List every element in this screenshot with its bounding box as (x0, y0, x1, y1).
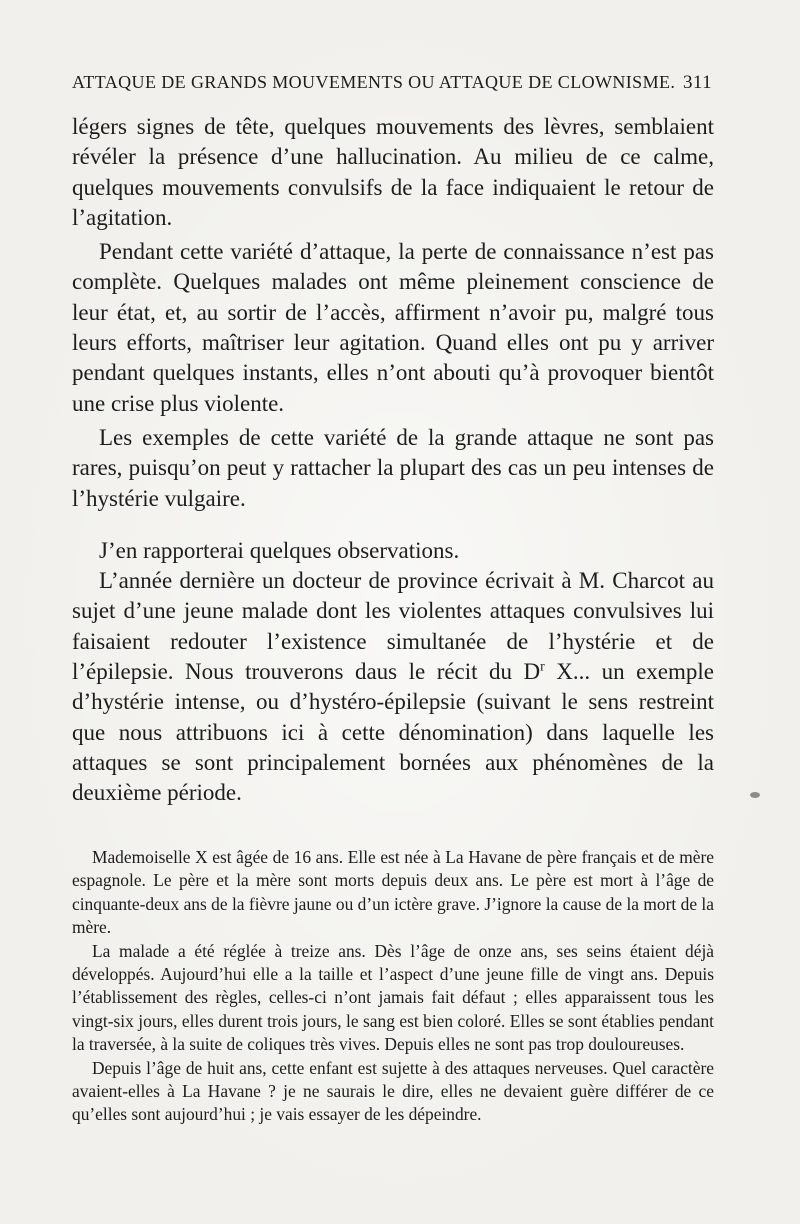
main-text (72, 112, 714, 809)
paragraph-loss-of-consciousness: Pendant cette variété d’attaque, la perte de connaissance n’est pas complète. Quelques malades ont même pleinement conscience de leur état, et, au sortir de l’accès, affirment n’avoir pu, malgré tous leurs efforts, maîtriser leur agitation. Quand elles ont pu y arriver pendant quelques instants, elles n’ont abouti qu’à provoquer bientôt une crise plus violente. (72, 239, 714, 416)
observation-paragraph-menses: La malade a été réglée à treize ans. Dès l’âge de onze ans, ses seins étaient déjà développés. Aujourd’hui elle a la taille et l’aspect d’une jeune fille de vingt ans. Depuis l’établissement des règles, celles-ci n’ont jamais fait défaut ; elles apparaissent tous les vingt-six jours, elles durent trois jours, le sang est bien coloré. Elles se sont établies pendant la traversée, à la suite de coliques très vives. Depuis elles ne sont pas trop douloureuses. (72, 940, 714, 1055)
paragraph-doctor-letter (72, 566, 714, 808)
observation-paragraph-attacks: Depuis l’âge de huit ans, cette enfant est sujette à des attaques nerveuses. Quel caractère avaient-elles à La Havane ? je ne saurais le dire, elles ne devaient guère différer de ce qu’elles sont aujourd’hui ; je vais essayer de les dépeindre. (72, 1057, 714, 1125)
doctor-superscript: r (540, 658, 545, 674)
doctor-letter-text-b: X... un exemple d’hystérie intense, ou d’hystéro-épilepsie (suivant le sens restreint que nous attribuons ici à cette dénomination) dans laquelle les attaques se sont principalement bornées aux phénomènes de la deuxième période. (72, 659, 715, 806)
ink-speck (750, 792, 760, 798)
paragraph-examples: Les exemples de cette variété de la grande attaque ne sont pas rares, puisqu’on peut y rattacher la plupart des cas un peu intenses de l’hystérie vulgaire. (72, 424, 714, 511)
page-number: 311 (683, 72, 712, 93)
running-title: ATTAQUE DE GRANDS MOUVEMENTS OU ATTAQUE DE CLOWNISME. (72, 72, 676, 92)
paragraph-observations-intro: J’en rapporterai quelques observations. (99, 537, 460, 563)
doctor-letter-text-a: L’année dernière un docteur de province écrivait à M. Charcot au sujet d’une jeune malade dont les violentes attaques convulsives lui faisaient redouter l’existence simultanée de l’hystérie et de l’épilepsie. Nous trouverons daus le récit du D (72, 568, 714, 685)
running-header (72, 72, 712, 100)
observation-text (72, 846, 714, 1127)
observation-paragraph-family: Mademoiselle X est âgée de 16 ans. Elle est née à La Havane de père français et de mère espagnole. Le père et la mère sont morts depuis deux ans. Le père est mort à l’âge de cinquante-deux ans de la fièvre jaune ou d’un ictère grave. J’ignore la cause de la mort de la mère. (72, 847, 714, 938)
paragraph-continuation: légers signes de tête, quelques mouvements des lèvres, semblaient révéler la présence d’une hallucination. Au milieu de ce calme, quelques mouvements convulsifs de la face indiquaient le retour de l’agitation. (72, 114, 714, 230)
